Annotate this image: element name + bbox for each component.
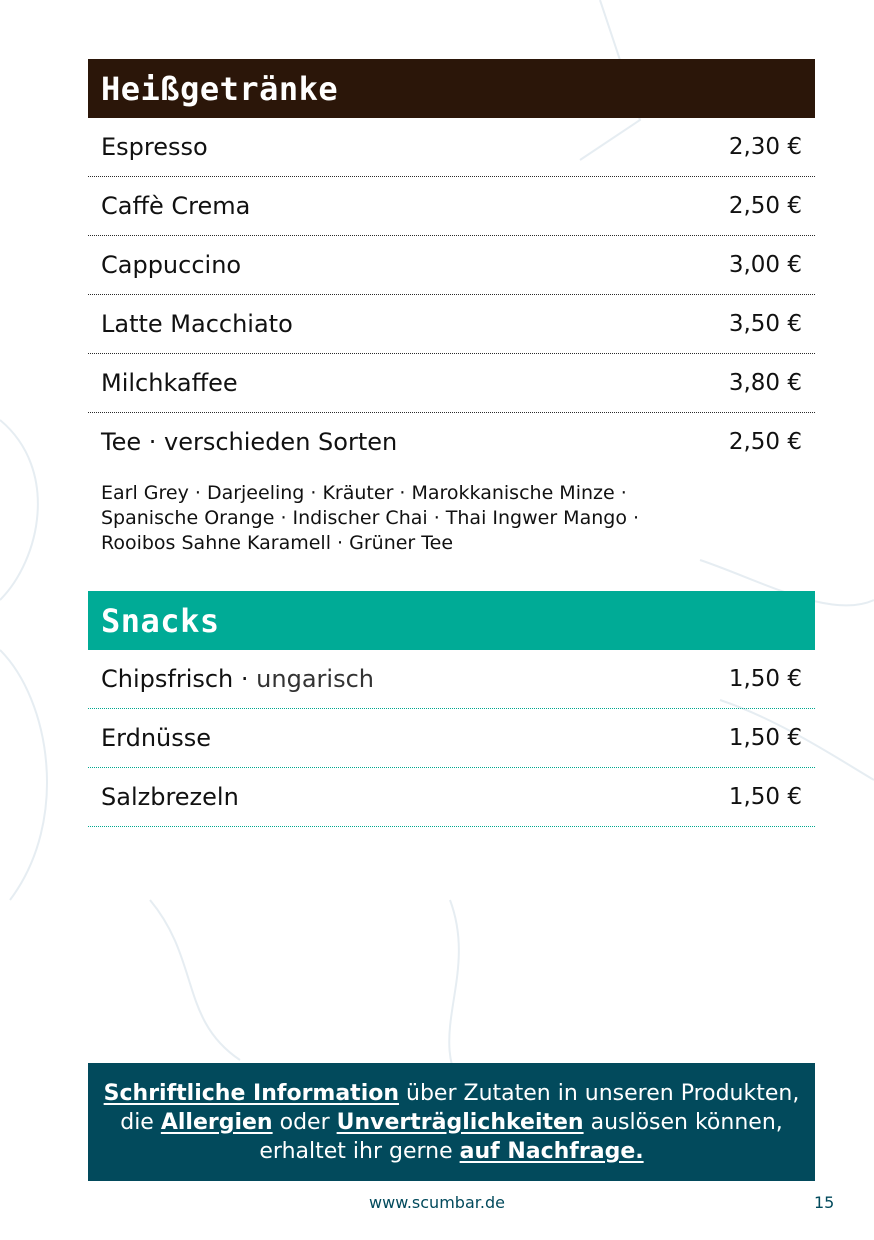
item-price: 3,80 €	[728, 370, 802, 396]
item-name: Latte Macchiato	[101, 310, 293, 338]
item-name: Salzbrezeln	[101, 783, 239, 811]
info-line-1	[104, 1079, 800, 1108]
info-link-intolerances: Unverträglichkeiten	[336, 1109, 584, 1135]
item-price: 2,50 €	[728, 193, 802, 219]
info-line-2	[120, 1108, 783, 1137]
item-name-group	[101, 428, 397, 456]
info-text: auslösen können,	[583, 1109, 783, 1135]
menu-item-row	[88, 768, 815, 827]
item-name: Erdnüsse	[101, 724, 212, 752]
item-subtitle: verschieden Sorten	[164, 428, 398, 456]
item-name: Cappuccino	[101, 251, 242, 279]
tea-varieties	[88, 471, 714, 556]
menu-item-row	[88, 709, 815, 768]
item-price: 2,30 €	[728, 134, 802, 160]
tea-varieties-line: Spanische Orange · Indischer Chai · Thai Ingwer Mango ·	[101, 507, 640, 529]
item-name: Espresso	[101, 133, 208, 161]
item-name: Tee	[101, 428, 142, 456]
item-price: 2,50 €	[728, 429, 802, 455]
info-text: die	[120, 1109, 161, 1135]
menu-item-row	[88, 650, 815, 709]
item-name: Chipsfrisch	[101, 665, 234, 693]
footer-website: www.scumbar.de	[369, 1193, 505, 1212]
item-name-group	[101, 665, 374, 693]
info-text: oder	[272, 1109, 337, 1135]
item-price: 3,50 €	[728, 311, 802, 337]
item-price: 1,50 €	[728, 725, 802, 751]
menu-item-row	[88, 118, 815, 177]
snacks-section	[88, 591, 815, 827]
menu-item-row	[88, 295, 815, 354]
item-price: 3,00 €	[728, 252, 802, 278]
bullet-separator: ·	[141, 428, 165, 456]
item-name: Caffè Crema	[101, 192, 251, 220]
tea-varieties-line: Rooibos Sahne Karamell · Grüner Tee	[101, 532, 454, 554]
snacks-title: Snacks	[88, 591, 815, 650]
menu-item-row	[88, 236, 815, 295]
tea-varieties-line: Earl Grey · Darjeeling · Kräuter · Marokkanische Minze ·	[101, 482, 627, 504]
info-text: über Zutaten in unseren Produkten,	[399, 1080, 800, 1106]
menu-item-row	[88, 413, 815, 471]
info-link-allergies: Allergien	[160, 1109, 273, 1135]
menu-item-row	[88, 354, 815, 413]
allergen-info-box	[88, 1063, 815, 1181]
info-link-on-request: auf Nachfrage.	[459, 1138, 644, 1164]
item-price: 1,50 €	[728, 666, 802, 692]
item-name: Milchkaffee	[101, 369, 238, 397]
hot-drinks-section	[88, 59, 815, 556]
info-link-written-information: Schriftliche Information	[103, 1080, 400, 1106]
bullet-separator: ·	[233, 665, 257, 693]
item-price: 1,50 €	[728, 784, 802, 810]
page-number: 15	[814, 1193, 835, 1212]
info-text: erhaltet ihr gerne	[259, 1138, 460, 1164]
menu-item-row	[88, 177, 815, 236]
item-subtitle: ungarisch	[256, 665, 374, 693]
hot-drinks-title: Heißgetränke	[88, 59, 815, 118]
info-line-3	[259, 1137, 643, 1166]
